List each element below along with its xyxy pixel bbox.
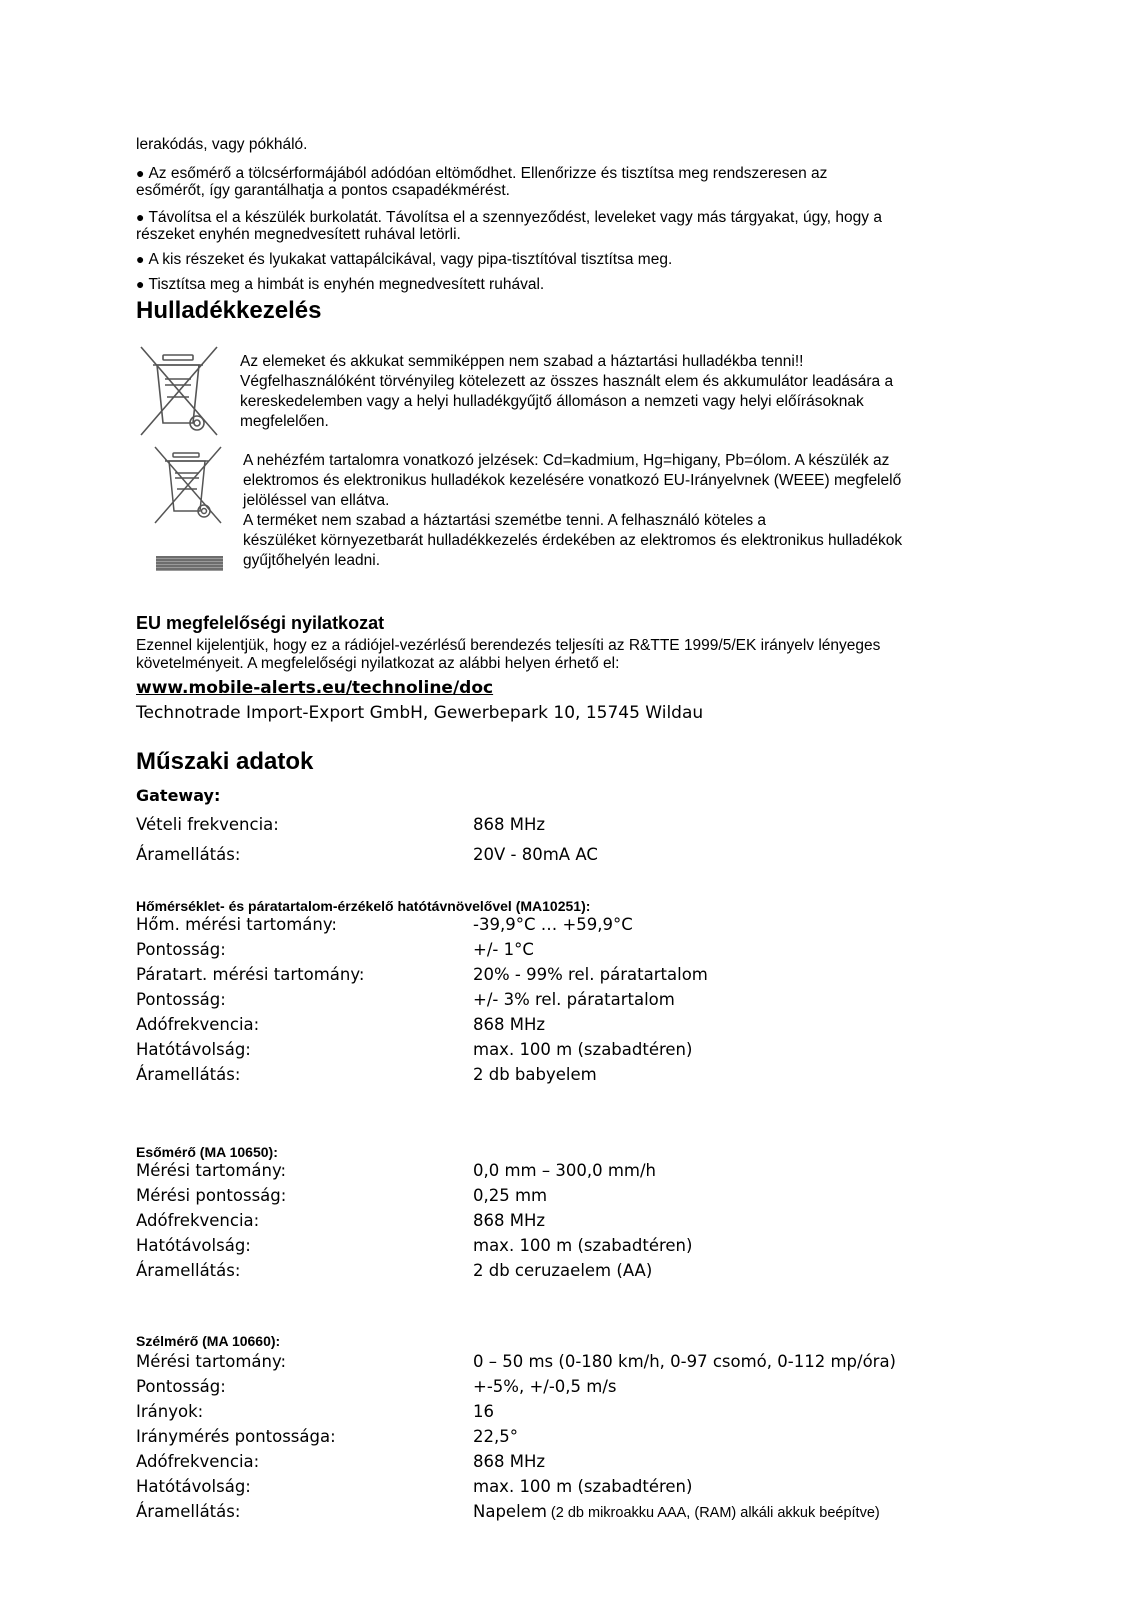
- company-address: Technotrade Import-Export GmbH, Gewerbepark 10, 15745 Wildau: [136, 703, 704, 723]
- spec-row: Áramellátás: 2 db babyelem: [136, 1065, 597, 1084]
- spec-row: Hatótávolság: max. 100 m (szabadtéren): [136, 1236, 693, 1255]
- spec-row: Hőm. mérési tartomány: -39,9°C … +59,9°C: [136, 915, 633, 934]
- rain-title: Esőmérő (MA 10650):: [136, 1144, 278, 1160]
- spec-row: Mérési pontosság: 0,25 mm: [136, 1186, 548, 1205]
- weee-bar-icon: [156, 556, 223, 571]
- thermo-title: Hőmérséklet- és páratartalom-érzékelő hatótávnövelővel (MA10251):: [136, 898, 591, 914]
- eu-line: követelményeit. A megfelelőségi nyilatkozat az alábbi helyen érhető el:: [136, 655, 620, 672]
- bullet-item: ● A kis részeket és lyukakat vattapálcikával, vagy pipa-tisztítóval tisztítsa meg.: [136, 251, 673, 268]
- spec-row: Hatótávolság: max. 100 m (szabadtéren): [136, 1040, 693, 1059]
- spec-row: Vételi frekvencia: 868 MHz: [136, 815, 546, 834]
- bullet-item: ● Tisztítsa meg a himbát is enyhén megnedvesített ruhával.: [136, 276, 545, 293]
- spec-row: Adófrekvencia: 868 MHz: [136, 1211, 546, 1230]
- waste-heading: Hulladékkezelés: [136, 297, 322, 324]
- spec-row: Áramellátás: 2 db ceruzaelem (AA): [136, 1261, 653, 1280]
- spec-row: Pontosság: +-5%, +/-0,5 m/s: [136, 1377, 617, 1396]
- spec-row: Irányok: 16: [136, 1402, 494, 1421]
- bullet-item: ● Az esőmérő a tölcsérformájából adódóan eltömődhet. Ellenőrizze és tisztítsa meg rendszeresen az esőmérőt, így garantálhatja a pontos csapadékmérést.: [136, 165, 828, 199]
- maintenance-line-top: lerakódás, vagy pókháló.: [136, 136, 308, 153]
- spec-row: Mérési tartomány: 0,0 mm – 300,0 mm/h: [136, 1161, 657, 1180]
- gateway-title: Gateway:: [136, 786, 221, 805]
- spec-row: Pontosság: +/- 1°C: [136, 940, 534, 959]
- crossed-out-wheelie-bin-icon: [153, 445, 225, 525]
- waste-paragraph-1: Az elemeket és akkukat semmiképpen nem szabad a háztartási hulladékba tenni!! Végfelhasználóként törvényileg kötelezett az összes használt elem és akkumulátor leadására a kereskedelemben vagy a helyi hulladékgyűjtő állomáson a nemzeti vagy helyi előírásoknak megfelelően.: [240, 353, 894, 430]
- eu-heading: EU megfelelőségi nyilatkozat: [136, 613, 385, 633]
- spec-row: Adófrekvencia: 868 MHz: [136, 1452, 546, 1471]
- spec-row: Páratart. mérési tartomány: 20% - 99% rel. páratartalom: [136, 965, 708, 984]
- crossed-out-wheelie-bin-icon: [139, 345, 223, 439]
- spec-row: Iránymérés pontossága: 22,5°: [136, 1427, 518, 1446]
- doc-link[interactable]: www.mobile-alerts.eu/technoline/doc: [136, 678, 494, 698]
- eu-line: Ezennel kijelentjük, hogy ez a rádiójel-vezérlésű berendezés teljesíti az R&TTE 1999/5/EK irányelv lényeges: [136, 637, 881, 654]
- bullet-icon: ●: [136, 276, 145, 292]
- spec-row: Hatótávolság: max. 100 m (szabadtéren): [136, 1477, 693, 1496]
- wind-title: Szélmérő (MA 10660):: [136, 1333, 281, 1349]
- waste-paragraph-2: A nehézfém tartalomra vonatkozó jelzések: Cd=kadmium, Hg=higany, Pb=ólom. A készülék az elektromos és elektronikus hulladékok kezelésére vonatkozó EU-Irányelvnek (WEEE) megfelelő jelöléssel van ellátva. A terméket nem szabad a háztartási szemétbe tenni. A felhasználó köteles a készüléket környezetbarát hulladékkezelés érdekében az elektromos és elektronikus hulladékok gyűjtőhelyén leadni.: [243, 452, 903, 569]
- bullet-icon: ●: [136, 165, 145, 181]
- spec-row: Mérési tartomány: 0 – 50 ms (0-180 km/h, 0-97 csomó, 0-112 mp/óra): [136, 1352, 896, 1371]
- spec-row: Áramellátás: 20V - 80mA AC: [136, 845, 598, 864]
- bullet-icon: ●: [136, 251, 145, 267]
- bullet-icon: ●: [136, 209, 145, 225]
- tech-heading: Műszaki adatok: [136, 748, 314, 775]
- spec-row: Pontosság: +/- 3% rel. páratartalom: [136, 990, 675, 1009]
- bullet-item: ● Távolítsa el a készülék burkolatát. Távolítsa el a szennyeződést, leveleket vagy más tárgyakat, úgy, hogy a részeket enyhén megnedvesített ruhával letörli.: [136, 209, 882, 243]
- spec-row: Áramellátás: Napelem (2 db mikroakku AAA, (RAM) alkáli akkuk beépítve): [136, 1502, 880, 1521]
- spec-row: Adófrekvencia: 868 MHz: [136, 1015, 546, 1034]
